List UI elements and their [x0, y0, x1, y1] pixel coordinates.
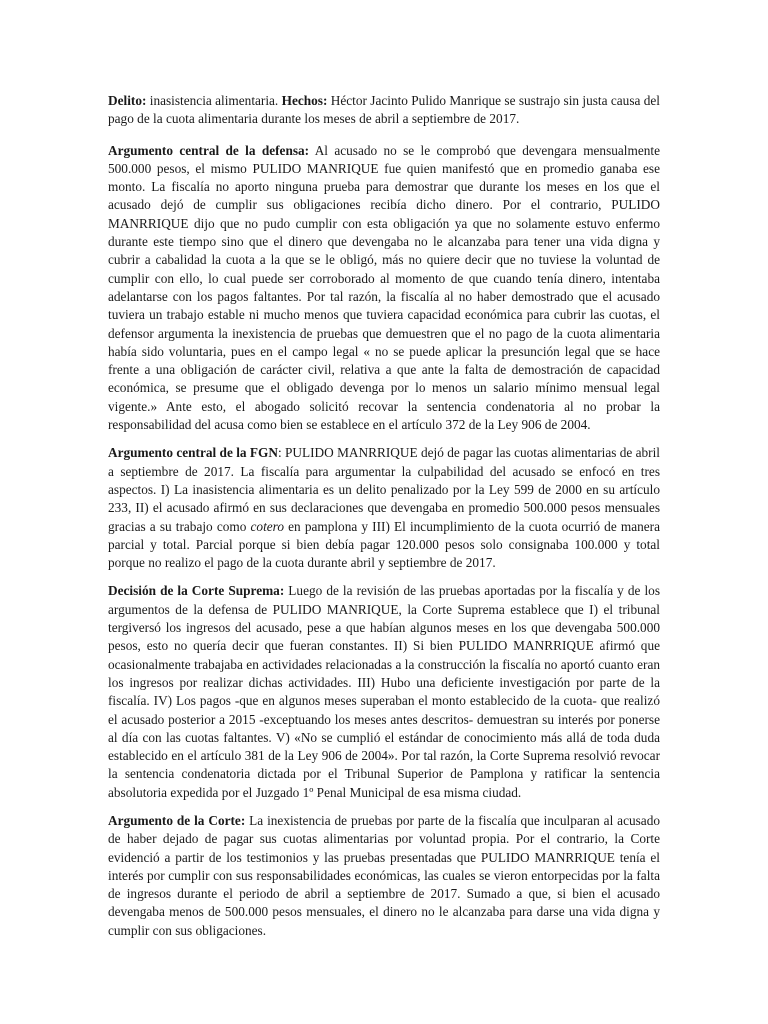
defense-argument-paragraph	[108, 142, 660, 435]
court-argument-paragraph	[108, 812, 660, 940]
fgn-argument-text-before: : PULIDO MANRRIQUE dejó de pagar las cuotas alimentarias de abril a septiembre de 2017. La fiscalía para argumentar la culpabilidad del acusado se enfocó en tres aspectos. I) La inasistencia alimentaria es un delito penalizado por la Ley 599 de 2000 en su artículo 233, II) el acusado afirmó en sus declaraciones que devengaba en promedio 500.000 pesos mensuales gracias a su trabajo como	[108, 445, 660, 534]
court-argument-text: La inexistencia de pruebas por parte de la fiscalía que inculparan al acusado de haber dejado de pagar sus cuotas alimentarias por voluntad propia. Por el contrario, la Corte evidenció a partir de los testimonios y las pruebas presentadas que PULIDO MANRRIQUE tenía el interés por cumplir con sus responsabilidades económicas, las cuales se vieron entorpecidas por la falta de ingresos durante el periodo de abril a septiembre de 2017. Sumado a que, si bien el acusado devengaba menos de 500.000 pesos mensuales, el dinero no le alcanzaba para darse una vida digna y cumplir con sus obligaciones.	[108, 812, 660, 938]
defense-argument-label: Argumento central de la defensa:	[108, 142, 310, 158]
hechos-label: Hechos:	[281, 93, 328, 108]
supreme-court-decision-label: Decisión de la Corte Suprema:	[108, 583, 285, 599]
hechos-text: Héctor Jacinto Pulido Manrique se sustrajo sin justa causa del pago de la cuota alimentaria durante los meses de abril a septiembre de 2017.	[108, 93, 660, 127]
fgn-argument-text-after: en pamplona y III) El incumplimiento de la cuota ocurrió de manera parcial y total. Parcial porque si bien debía pagar 120.000 pesos solo consignaba 100.000 y total porque no realizo el pago de la cuota durante abril y septiembre de 2017.	[108, 518, 660, 571]
delito-label: Delito:	[108, 93, 147, 108]
fgn-argument-label: Argumento central de la FGN	[108, 445, 278, 461]
fgn-argument-italic-term: cotero	[250, 518, 284, 534]
delito-text: inasistencia alimentaria.	[146, 93, 282, 108]
supreme-court-decision-paragraph	[108, 582, 660, 802]
fgn-argument-paragraph	[108, 444, 660, 572]
supreme-court-decision-text: Luego de la revisión de las pruebas aportadas por la fiscalía y de los argumentos de la defensa de PULIDO MANRIQUE, la Corte Suprema establece que I) el tribunal tergiversó los ingresos del acusado, pese a que habían algunos meses en los que devengaba 500.000 pesos, esto no quería decir que fueran constantes. II) Si bien PULIDO MANRRIQUE afirmó que ocasionalmente trabajaba en actividades relacionadas a la construcción la fiscalía no aportó cuanto eran los ingresos por realizar dichas actividades. III) Hubo una deficiente investigación por parte de la fiscalía. IV) Los pagos -que en algunos meses superaban el monto establecido de la cuota- que realizó el acusado posterior a 2015 -exceptuando los meses antes descritos- demuestran su interés por ponerse al día con las cuotas faltantes. V) «No se cumplió el estándar de conocimiento más allá de toda duda establecido en el artículo 381 de la Ley 906 de 2004». Por tal razón, la Corte Suprema resolvió revocar la sentencia condenatoria dictada por el Tribunal Superior de Pamplona y ratificar la sentencia absolutoria expedida por el Juzgado 1º Penal Municipal de esa misma ciudad.	[108, 583, 660, 800]
court-argument-label: Argumento de la Corte:	[108, 812, 246, 828]
defense-argument-text: Al acusado no se le comprobó que devengara mensualmente 500.000 pesos, el mismo PULIDO MANRIQUE fue quien manifestó que en promedio ganaba ese monto. La fiscalía no aporto ninguna prueba para demostrar que durante los meses en los que el acusado dejó de cumplir sus obligaciones recibía dicho dinero. Por el contrario, PULIDO MANRRIQUE dijo que no pudo cumplir con esta obligación ya que no solamente estuvo enfermo durante este tiempo sino que el dinero que devengaba no le alcanzaba para tener una vida digna y cubrir a cabalidad la cuota a la que se le obligó, más no quiere decir que no tuviese la voluntad de cumplir con ello, lo cual puede ser corroborado al momento de que cuando tenía dinero, intentaba adelantarse con los pagos faltantes. Por tal razón, la fiscalía al no haber demostrado que el acusado tuviera un trabajo estable ni mucho menos que tuviera capacidad económica para cubrir las cuotas, el defensor argumenta la inexistencia de pruebas que demuestren que el no pago de la cuota alimentaria había sido voluntaria, pues en el campo legal « no se puede aplicar la presunción legal que se hace frente a una obligación de carácter civil, relativa a que ante la falta de demostración de capacidad económica, se presume que el obligado devenga por lo menos un salario mínimo mensual legal vigente.» Ante esto, el abogado solicitó recovar la sentencia condenatoria al no probar la responsabilidad del acusa como bien se establece en el artículo 372 de la Ley 906 de 2004.	[108, 142, 660, 433]
delito-hechos-paragraph	[108, 92, 660, 129]
